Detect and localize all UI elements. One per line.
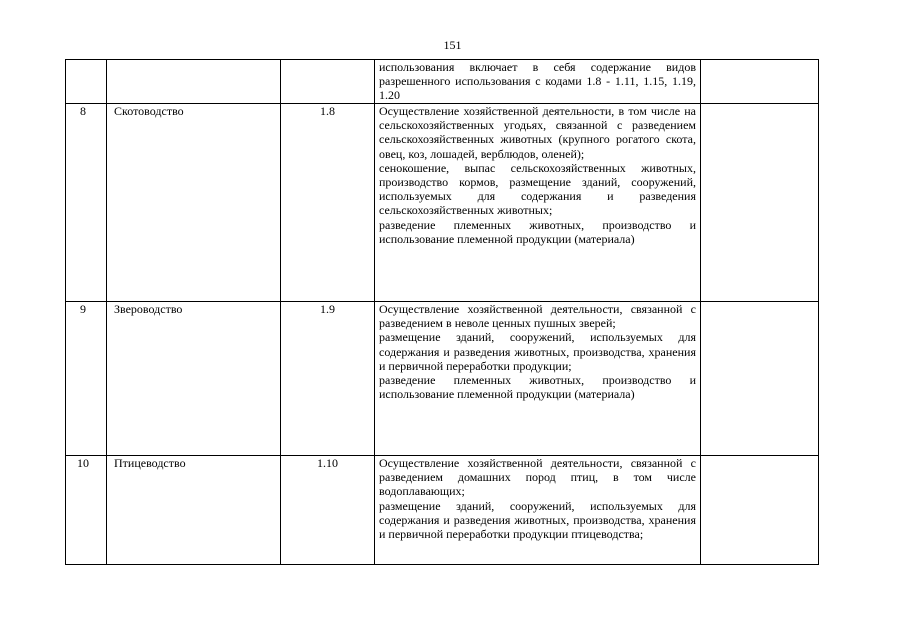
- description-paragraph: Осуществление хозяйственной деятельности, связанной с разведением в неволе ценных пушных зверей;: [379, 302, 696, 331]
- use-type-code-cell: 1.9: [281, 302, 375, 456]
- table-row: [66, 60, 819, 104]
- use-type-description-cell: [375, 60, 701, 104]
- note-cell: [701, 60, 819, 104]
- description-paragraph: размещение зданий, сооружений, используемых для содержания и разведения животных, производства, хранения и первичной переработки продукции;: [379, 330, 696, 373]
- use-type-description-cell: [375, 104, 701, 302]
- use-type-name-cell: [107, 60, 281, 104]
- description-paragraph: разведение племенных животных, производство и использование племенной продукции (материала): [379, 373, 696, 402]
- row-number-cell: 9: [66, 302, 107, 456]
- land-use-table: [65, 59, 819, 565]
- description-paragraph: Осуществление хозяйственной деятельности, в том числе на сельскохозяйственных угодьях, связанной с разведением сельскохозяйственных животных (крупного рогатого скота, овец, коз, лошадей, верблюдов, оленей);: [379, 104, 696, 161]
- use-type-code-cell: 1.8: [281, 104, 375, 302]
- description-paragraph: использования включает в себя содержание видов разрешенного использования с кодами 1.8 - 1.11, 1.15, 1.19, 1.20: [379, 60, 696, 103]
- note-cell: [701, 456, 819, 565]
- use-type-name-cell: Скотоводство: [107, 104, 281, 302]
- note-cell: [701, 302, 819, 456]
- description-paragraph: Осуществление хозяйственной деятельности, связанной с разведением домашних пород птиц, в том числе водоплавающих;: [379, 456, 696, 499]
- use-type-name-cell: Птицеводство: [107, 456, 281, 565]
- table-row: [66, 302, 819, 456]
- description-paragraph: разведение племенных животных, производство и использование племенной продукции (материала): [379, 217, 696, 246]
- use-type-code-cell: 1.10: [281, 456, 375, 565]
- use-type-name-cell: Звероводство: [107, 302, 281, 456]
- description-paragraph: размещение зданий, сооружений, используемых для содержания и разведения животных, производства, хранения и первичной переработки продукции птицеводства;: [379, 498, 696, 542]
- table-row: [66, 104, 819, 302]
- use-type-description-cell: [375, 456, 701, 565]
- row-number-cell: 10: [66, 456, 107, 565]
- use-type-code-cell: [281, 60, 375, 104]
- table-row: [66, 456, 819, 565]
- row-number-cell: [66, 60, 107, 104]
- page-number: 151: [443, 38, 462, 52]
- use-type-description-cell: [375, 302, 701, 456]
- description-paragraph: сенокошение, выпас сельскохозяйственных животных, производство кормов, размещение зданий, сооружений, используемых для содержания и разведения сельскохозяйственных животных;: [379, 160, 696, 218]
- row-number-cell: 8: [66, 104, 107, 302]
- note-cell: [701, 104, 819, 302]
